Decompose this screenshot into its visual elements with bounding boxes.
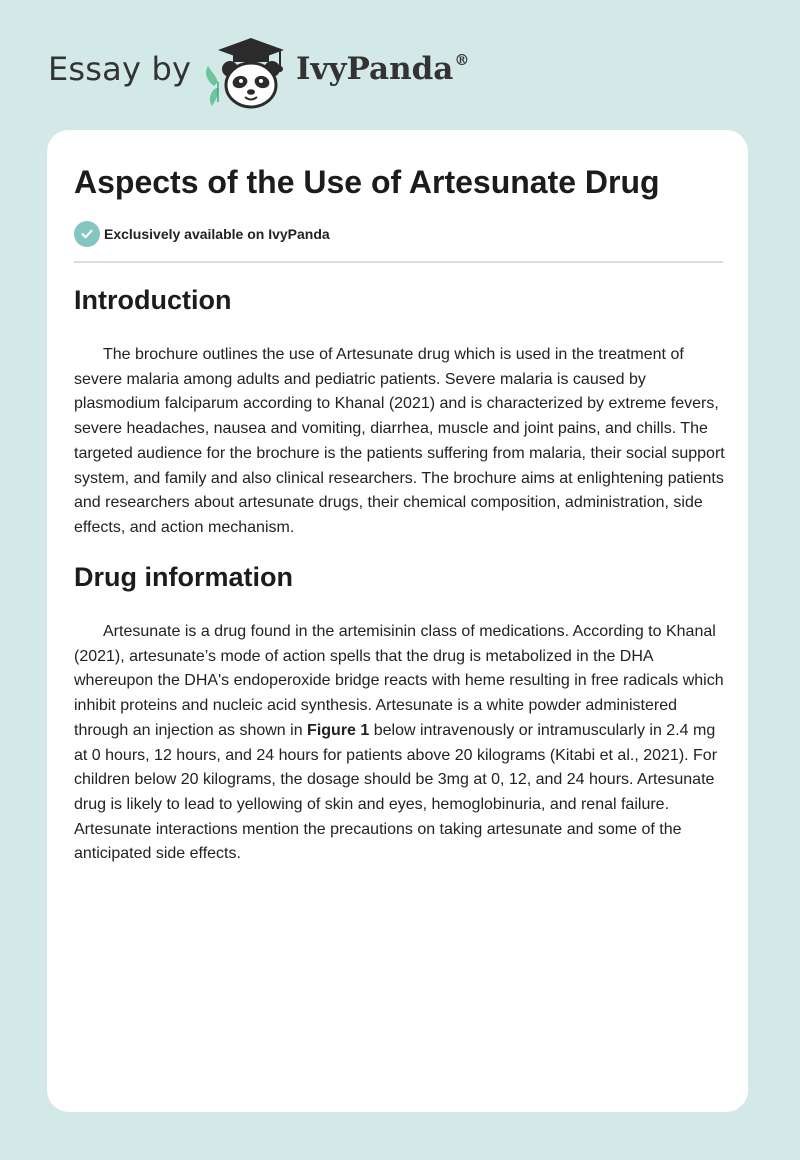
figure-reference: Figure 1 bbox=[307, 721, 370, 739]
title-divider bbox=[74, 261, 723, 263]
introduction-paragraph: The brochure outlines the use of Artesunate drug which is used in the treatment of severe malaria among adults and pediatric patients. Severe malaria is caused by plasmodium falciparum according to Khanal (2021) and is characterized by extreme fevers, severe headaches, nausea and vomiting, diarrhea, muscle and joint pains, and chills. The targeted audience for the brochure is the patients suffering from malaria, their social support system, and family and also clinical researchers. The brochure aims at enlightening patients and researchers about artesunate drugs, their chemical composition, administration, side effects, and action mechanism. bbox=[74, 346, 725, 536]
exclusive-badge bbox=[74, 221, 330, 247]
section-heading-introduction: Introduction bbox=[74, 285, 232, 315]
drug-information-paragraph: Artesunate is a drug found in the artemisinin class of medications. According to Khanal (2021), artesunate’s mode of action spells that the drug is metabolized in the DHA whereupon the DHA's endoperoxide bridge reacts with heme resulting in free radicals which inhibit proteins and nucleic acid synthesis. Artesunate is a white powder administered through an injection as shown in Figure 1 below intravenously or intramuscularly in 2.4 mg at 0 hours, 12 hours, and 24 hours for patients above 20 kilograms (Kitabi et al., 2021). For children below 20 kilograms, the dosage should be 3mg at 0, 12, and 24 hours. Artesunate drug is likely to lead to yellowing of skin and eyes, hemoglobinuria, and renal failure. Artesunate interactions mention the precautions on taking artesunate and some of the anticipated side effects. bbox=[74, 623, 724, 863]
check-circle-icon bbox=[74, 221, 100, 247]
brand-header bbox=[48, 36, 508, 110]
exclusive-badge-text: Exclusively available on IvyPanda bbox=[104, 226, 330, 242]
panda-graduation-cap-icon bbox=[200, 36, 290, 110]
section-heading-drug-information: Drug information bbox=[74, 562, 293, 592]
brand-name: IvyPanda® bbox=[296, 51, 470, 87]
article-card bbox=[47, 130, 748, 1112]
brand-prefix: Essay by bbox=[48, 50, 192, 88]
page-title: Aspects of the Use of Artesunate Drug bbox=[74, 164, 660, 200]
